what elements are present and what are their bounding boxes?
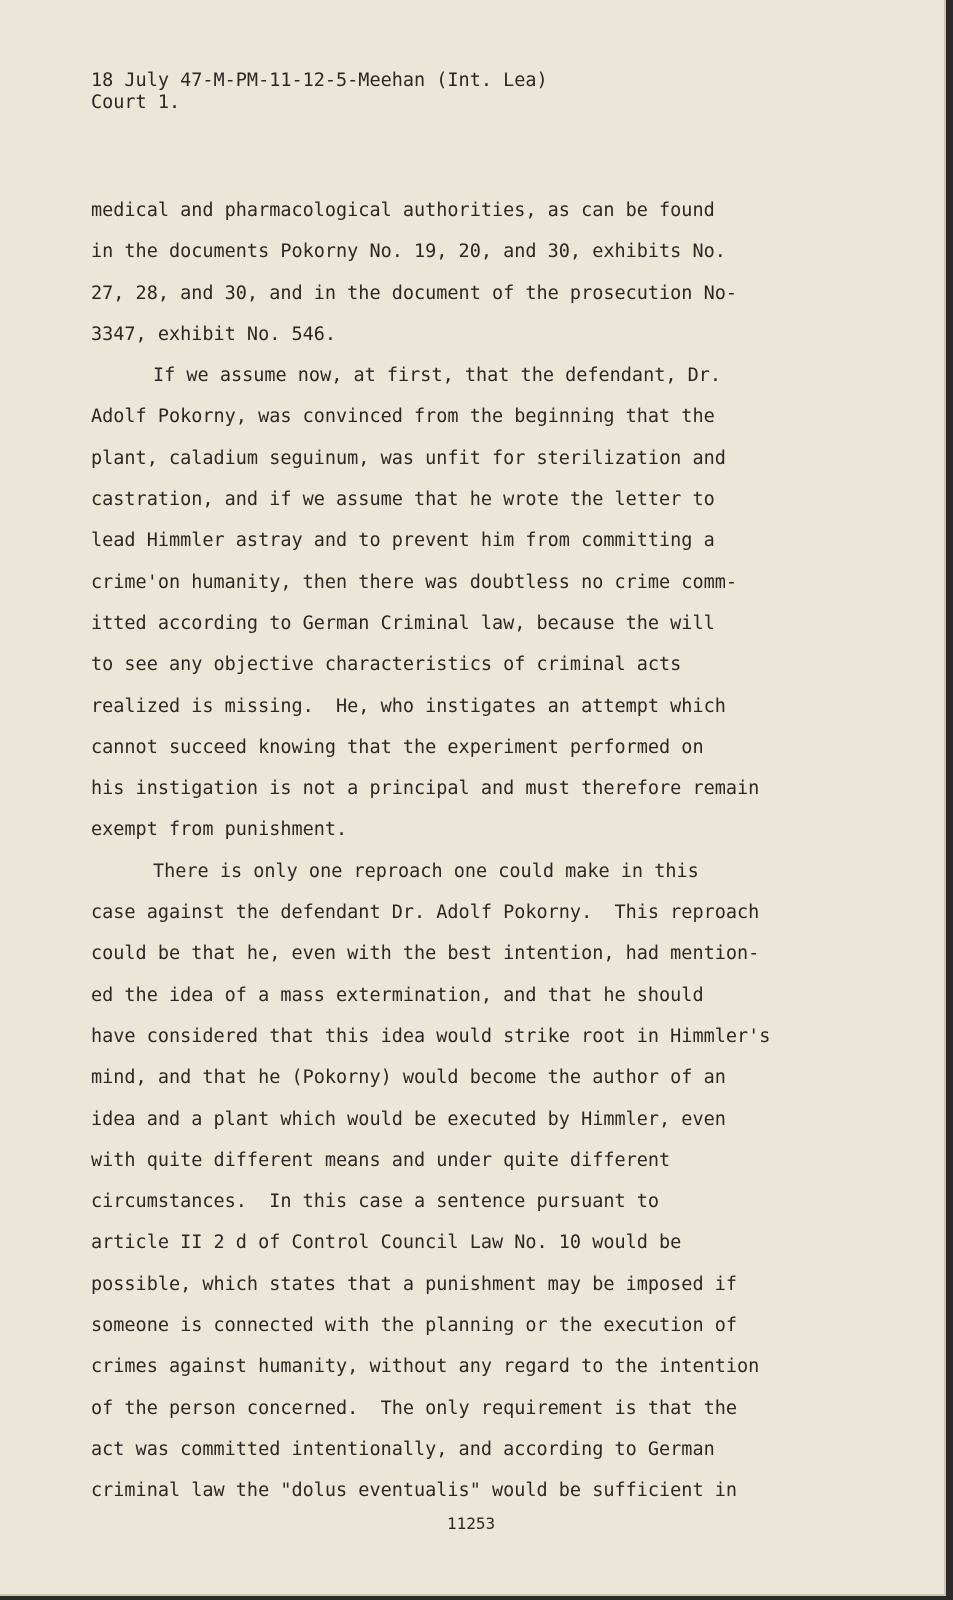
body-line: 27, 28, and 30, and in the document of the prosecution No- xyxy=(91,282,738,304)
header-line-1: 18 July 47-M-PM-11-12-5-Meehan (Int. Lea) xyxy=(91,70,548,91)
body-line: could be that he, even with the best intention, had mention- xyxy=(91,943,760,965)
body-line: itted according to German Criminal law, because the will xyxy=(91,612,715,634)
body-line: There is only one reproach one could make in this xyxy=(153,860,699,882)
body-line: crime'on humanity, then there was doubtless no crime comm- xyxy=(91,571,738,593)
body-line: plant, caladium seguinum, was unfit for sterilization and xyxy=(91,447,726,469)
body-line: to see any objective characteristics of criminal acts xyxy=(91,654,682,676)
body-line: idea and a plant which would be executed by Himmler, even xyxy=(91,1108,726,1130)
body-line: castration, and if we assume that he wrote the letter to xyxy=(91,489,715,511)
body-line: act was committed intentionally, and according to German xyxy=(91,1438,715,1460)
body-line: cannot succeed knowing that the experiment performed on xyxy=(91,736,704,758)
body-line: Adolf Pokorny, was convinced from the beginning that the xyxy=(91,406,715,428)
body-line: exempt from punishment. xyxy=(91,819,348,841)
body-line: crimes against humanity, without any regard to the intention xyxy=(91,1356,760,1378)
body-line: case against the defendant Dr. Adolf Pokorny. This reproach xyxy=(91,902,760,924)
body-line: lead Himmler astray and to prevent him from committing a xyxy=(91,530,715,552)
body-line: of the person concerned. The only requirement is that the xyxy=(91,1397,738,1419)
body-text xyxy=(91,190,931,1512)
body-line: criminal law the "dolus eventualis" would be sufficient in xyxy=(91,1480,738,1502)
header-line-2: Court 1. xyxy=(91,92,181,113)
body-line: article II 2 d of Control Council Law No. 10 would be xyxy=(91,1232,682,1254)
body-line: ed the idea of a mass extermination, and that he should xyxy=(91,984,704,1006)
body-line: medical and pharmacological authorities, as can be found xyxy=(91,200,715,221)
body-line: have considered that this idea would strike root in Himmler's xyxy=(91,1025,771,1047)
body-line: with quite different means and under quite different xyxy=(91,1149,671,1171)
body-line: circumstances. In this case a sentence pursuant to xyxy=(91,1191,660,1213)
body-line: If we assume now, at first, that the defendant, Dr. xyxy=(153,365,722,387)
document-header xyxy=(91,70,548,114)
body-line: someone is connected with the planning or the execution of xyxy=(91,1315,738,1337)
body-line: 3347, exhibit No. 546. xyxy=(91,323,337,345)
body-line: mind, and that he (Pokorny) would become the author of an xyxy=(91,1067,726,1089)
body-line: realized is missing. He, who instigates an attempt which xyxy=(91,695,726,717)
body-line: in the documents Pokorny No. 19, 20, and 30, exhibits No. xyxy=(91,241,726,263)
page-number: 11253 xyxy=(447,1514,496,1533)
body-line: possible, which states that a punishment may be imposed if xyxy=(91,1273,738,1295)
body-line: his instigation is not a principal and must therefore remain xyxy=(91,778,760,800)
